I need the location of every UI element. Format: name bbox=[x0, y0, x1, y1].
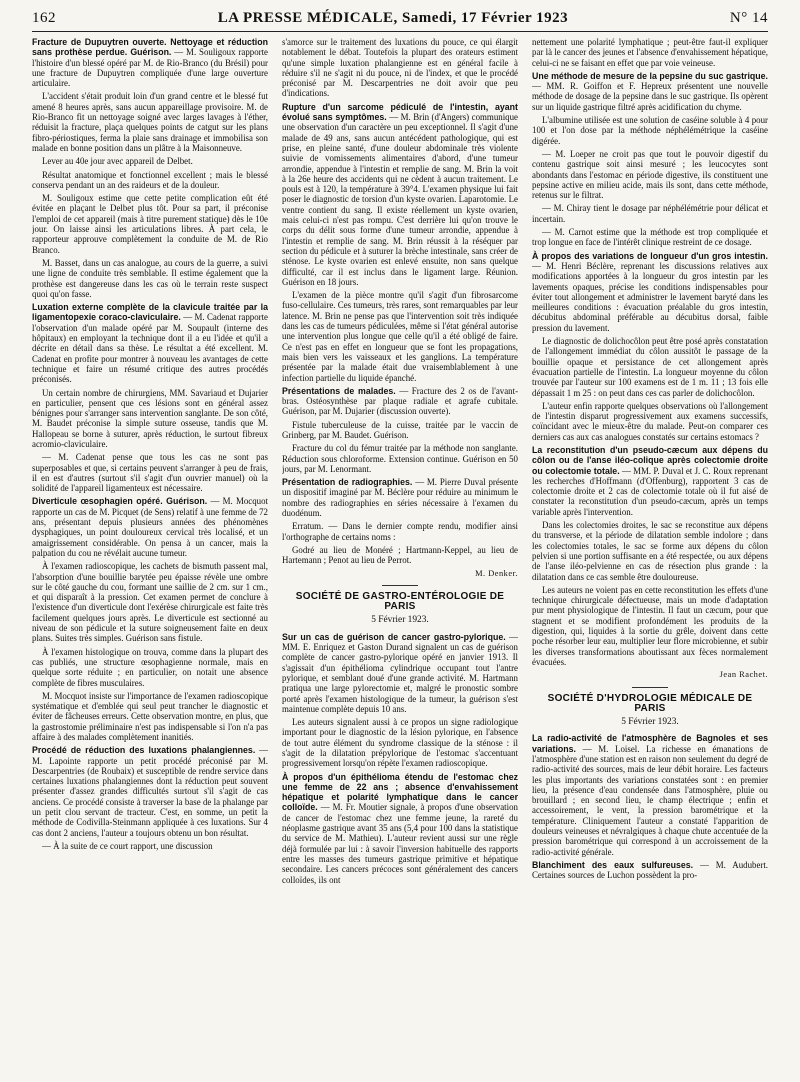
article-luxations bbox=[32, 745, 268, 838]
signature: M. Denker. bbox=[475, 568, 518, 578]
paragraph: nettement une polarité lymphatique ; peut-être faut-il expliquer par là le cancer des jeunes et l'absence d'envahissement hépatique, celui-ci ne se faisant en effet que par voie veineuse. bbox=[532, 37, 768, 68]
paragraph: — M. Cadenat pense que tous les cas ne sont pas superposables et que, si certains peuvent s'arranger à peu de frais, il en est d'autres (surtout s'il s'agit d'un ouvrier manuel) où la solidité de l'appareil ligamenteux est nécessaire. bbox=[32, 452, 268, 494]
article-title: Blanchiment des eaux sulfureuses. bbox=[532, 859, 694, 870]
article-title: Diverticule œsophagien opéré. Guérison. bbox=[32, 496, 208, 507]
paragraph: À l'examen histologique on trouva, comme dans la plupart des cas publiés, une structure œsophagienne normale, mais en quelque sorte réduite ; en particulier, on notait une absence complète de fibres musculaires. bbox=[32, 646, 268, 688]
article-text: — MM. E. Enriquez et Gaston Durand signalent un cas de guérison complète de cancer gastro-pylorique opéré en janvier 1913. Il s'agissait d'un épithélioma cylindrique occupant tout l'antre pylorique, et semblant doué d'une grande activité. M. Hartmann pratiqua une large pylorectomie et, malgré le pronostic sombre porté après l'examen histologique de la tumeur, la guérison s'est maintenue complète depuis 10 ans. bbox=[282, 631, 518, 714]
article-title: La radio-activité de l'atmosphère de Bagnoles et ses variations. bbox=[532, 733, 768, 754]
article-text: — M. Souligoux rapporte l'histoire d'un blessé opéré par M. de Rio-Branco (du Brésil) pour une fracture de Dupuytren compliquée d'une large ouverture articulaire. bbox=[32, 47, 268, 89]
article-text: — M. Audubert. Certaines sources de Luchon possèdent la pro- bbox=[532, 859, 768, 881]
article-title: Procédé de réduction des luxations phalangiennes. bbox=[32, 745, 256, 756]
paragraph: M. Mocquot insiste sur l'importance de l'examen radioscopique systématique et d'emblée qui seul peut trancher le diagnostic et éviter de fâcheuses erreurs. Cette observation montre, en plus, que la gastrostomie préliminaire n'est pas indispensable si l'on n'a pas affaire à des malades complètement inanitiés. bbox=[32, 690, 268, 742]
paragraph: Le diagnostic de dolichocôlon peut être posé après constatation de l'allongement immédiat du côlon aussitôt le passage de la bouillie opaque et persistance de cet allongement après évacuation partielle de l'intestin. La longueur moyenne du côlon trouvée par l'auteur sur 100 examens est de 1 m. 11 ; 13 fois elle dépassait 1 m 25 : on peut dans ces cas parler de dolichocôlon. bbox=[532, 336, 768, 398]
paragraph: Fistule tuberculeuse de la cuisse, traitée par le vaccin de Grinberg, par M. Baudet. Guérison. bbox=[282, 419, 518, 440]
paragraph: L'examen de la pièce montre qu'il s'agit d'un fibrosarcome fuso-cellulaire. Ces tumeurs, très rares, sont remarquables par leur latence. M. Brin ne pense pas que l'intervention soit très indiquée dans les cas de tumeurs pédiculées, même si l'état général autorise une intervention plus longue que celle qu'il a été obligé de faire. Ce n'est pas en effet en longueur que se font les propagations, mais bien vers les vaisseaux et les ganglions. La température présentée par la malade était due vraisemblablement à une infection partielle du liquide épanché. bbox=[282, 290, 518, 383]
article-text: — M. Fr. Moutier signale, à propos d'une observation de cancer de l'estomac chez une femme jeune, la rareté du néoplasme gastrique avant 35 ans (5,4 pour 100 dans la statistique du service de M. Mathieu). L'auteur revient aussi sur une règle déjà formulée par lui : à savoir l'inversion habituelle des rapports entre les masses des tumeurs gastrique primitive et hépatique secondaire. Les cancers précoces sont généralement des cancers colloïdes, ils ont bbox=[282, 802, 518, 885]
article-pepsine bbox=[532, 71, 768, 112]
signature: Jean Rachet. bbox=[719, 670, 768, 680]
paragraph: Lever au 40e jour avec appareil de Delbet. bbox=[42, 156, 193, 167]
column-2 bbox=[282, 37, 518, 1077]
article-dupuytren bbox=[32, 37, 268, 88]
paragraph: — À la suite de ce court rapport, une discussion bbox=[42, 840, 213, 851]
column-1 bbox=[32, 37, 268, 1077]
article-eaux-sulfureuses bbox=[532, 860, 768, 881]
paragraph: À l'examen radioscopique, les cachets de bismuth passent mal, l'absorption d'une bouillie barytée peu épaisse révèle une ombre sur le côté gauche du cou, formant une saillie de 2 cm. sur 1 cm., et qui disparaît à la pression. Cet examen permet de conclure à l'existence d'un diverticule dont l'exérèse chirurgicale est faite très facilement quelques jours après. Le diverticule est sectionné au niveau de son pédicule et la suture soigneusement faite en deux plans. Suites très simples. Guérison sans fistule. bbox=[32, 561, 268, 644]
article-title: Luxation externe complète de la clavicule traitée par la ligamentopexie coraco-claviculaire. bbox=[32, 302, 268, 323]
session-date: 5 Février 1923. bbox=[371, 615, 429, 626]
columns bbox=[32, 37, 768, 1077]
paragraph: L'accident s'était produit loin d'un grand centre et le blessé fut amené 8 heures après, sans aucun appareillage provisoire. M. de Rio-Branco fit un nettoyage soigné avec larges lavages à l'éther, réduisit la fracture, plaça quelques points de catgut sur les plans fibro-périostiques, ferma la plaie sans drainage et immobilisa son malade en bonne position dans un plâtre à la Maisonneuve. bbox=[32, 91, 268, 153]
paragraph: Fracture du col du fémur traitée par la méthode non sanglante. Réduction sous chloroforme. Extension continue. Guérison en 50 jours, par M. Lenormant. bbox=[282, 443, 518, 474]
society-heading: SOCIÉTÉ D'HYDROLOGIE MÉDICALE DE PARIS bbox=[547, 692, 753, 714]
article-pseudo-caecum bbox=[532, 445, 768, 517]
article-text: — M. Mocquot rapporte un cas de M. Picquet (de Sens) relatif à une femme de 72 ans, présentant depuis plusieurs années des phénomènes dysphagiques, un point douloureux cervical très localisé, et un amaigrissement considérable. On pensa à un cancer, mais la palpation du cou ne révélait aucune tumeur. bbox=[32, 496, 268, 558]
article-text: — M. Lapointe rapporte un petit procédé préconisé par M. Descarpentries (de Roubaix) et susceptible de rendre service dans certaines luxations phalangiennes dont la réduction peut souvent présenter d'assez grandes difficultés surtout s'il s'agit de cas anciens. Ce procédé consiste à traverser la base de la phalange par un petit clou servant de tracteur. C'est, en somme, un petit la méthode de Codivilla-Steinmann appliquée à ces luxations. Sur 4 cas dont 2 anciens, l'auteur a toujours obtenu un bon résultat. bbox=[32, 745, 268, 838]
article-title: Sur un cas de guérison de cancer gastro-pylorique. bbox=[282, 631, 506, 642]
society-heading: SOCIÉTÉ DE GASTRO-ENTÉROLOGIE DE PARIS bbox=[295, 590, 505, 613]
article-title: À propos des variations de longueur d'un gros intestin. bbox=[532, 250, 768, 261]
page-header bbox=[32, 10, 768, 31]
article-diverticule bbox=[32, 496, 268, 558]
article-epithelioma bbox=[282, 772, 518, 885]
paragraph: Un certain nombre de chirurgiens, MM. Savariaud et Dujarier en particulier, pensent que ces lésions sont en général assez bénignes pour s'arranger sans intervention sanglante. De son côté, M. Baudet préconise la simple suture osseuse, tandis que M. Hallopeau se borne à suturer, après réduction, le surtout fibreux acromio-claviculaire. bbox=[32, 387, 268, 449]
article-text: — M. Henri Béclère, reprenant les discussions relatives aux modifications apportées à la longueur du gros intestin par les lavements opaques, précise les conditions indispensables pour éviter tout allongement et administrer le lavement baryté dans les meilleures conditions : évacuation préalable du gros intestin, décubitus abdominal préférable au décubitus dorsal, faible pression du lavement. bbox=[532, 260, 768, 333]
header-rule bbox=[32, 31, 768, 32]
article-clavicule bbox=[32, 302, 268, 384]
article-text: — MM. P. Duval et J. C. Roux reprenant les recherches d'Hoffmann (d'Offenburg), rapportent 3 cas de colectomie droite et 2 cas de colectomie totale où il fut aisé de constater la reconstitution d'un pseudo-cæcum, après un temps variable après l'intervention. bbox=[532, 465, 768, 517]
paragraph: s'amorce sur le traitement des luxations du pouce, ce qui élargit notablement le débat. Toutefois la plupart des orateurs estiment qu'une simple luxation phalangienne est en général facile à réduire s'il ne s'agit ni du pouce, ni de l'index, et que le procédé préconisé par M. Descarpentries ne doit avoir que peu d'indications. bbox=[282, 37, 518, 99]
article-text: — M. Brin (d'Angers) communique une observation d'un caractère un peu exceptionnel. Il s'agit d'une malade de 49 ans, sans aucun antécédent pathologique, qui est prise, en pleine santé, d'une douleur abdominale très violente suivie de vomissements alimentaires d'abord, d'une tumeur arrondie, appendue à l'intestin et remplie de sang. M. Brin la voit à la 26e heure des accidents qui ne cèdent à aucun traitement. Le pouls est à 120, la température à 39°4. L'examen physique lui fait poser le diagnostic de torsion d'un kyste ovarien. Laparotomie. Le ventre contient du sang. Il existe réellement un kyste ovarien, mais celui-ci n'est pas rompu. C'est derrière lui qu'on trouve le corps du délit sous forme d'une tumeur arrondie, appendue à l'intestin et remplie de sang. M. Brin réussit à la réséquer par section du pédicule et à suturer la brèche intestinale, sans créer de sténose. Le kyste ovarien est enlevé ensuite, non sans quelque difficulté, car il est inclus dans le ligament large. Réunion. Guérison en 18 jours. bbox=[282, 112, 518, 287]
article-title: À propos d'un épithélioma étendu de l'estomac chez une femme de 22 ans ; absence d'envahissement hépatique et polarité lymphatique dans le cancer colloïde. bbox=[282, 771, 518, 813]
divider bbox=[382, 585, 418, 586]
article-radiographies bbox=[282, 477, 518, 518]
paragraph: Godré au lieu de Monéré ; Hartmann-Keppel, au lieu de Hartemann ; Penot au lieu de Perrot. bbox=[282, 544, 518, 566]
column-3 bbox=[532, 37, 768, 1077]
article-title: Rupture d'un sarcome pédiculé de l'intestin, ayant évolué sans symptômes. bbox=[282, 101, 518, 123]
article-title: Présentation de radiographies. bbox=[282, 477, 413, 488]
divider bbox=[632, 687, 668, 688]
paragraph: M. Souligoux estime que cette petite complication eût été évitée en plaçant le Delbet plus tôt. Pour sa part, il préconise l'emploi de cet appareil (mais à titre purement statique) dès le 10e jour. On laisse ainsi les articulations libres. À part cela, le rapporteur approuve complètement la conduite de M. de Rio Branco. bbox=[32, 193, 268, 255]
paragraph: — M. Loeper ne croit pas que tout le pouvoir digestif du contenu gastrique soit ainsi mesuré ; les leucocytes sont abondants dans l'estomac en période digestive, ils constituent une pepsine active en milieu acide, mais ils sont, dans cette méthode, retenus sur le filtrat. bbox=[532, 148, 768, 201]
article-bagnoles bbox=[532, 733, 768, 857]
article-title: La reconstitution d'un pseudo-cæcum aux dépens du côlon ou de l'anse iléo-colique après colectomie droite ou colectomie totale. bbox=[532, 444, 768, 476]
paragraph: Les auteurs signalent aussi à ce propos un signe radiologique important pour le diagnostic de la lésion pylorique, en l'absence de tout autre élément du syndrome classique de la sténose : il s'agit de la dilatation prépylorique de l'estomac s'accentuant progressivement lorsqu'on répète l'examen radioscopique. bbox=[282, 717, 518, 769]
article-title: Une méthode de mesure de la pepsine du suc gastrique. bbox=[532, 70, 768, 81]
article-text: — M. Pierre Duval présente un dispositif imaginé par M. Béclère pour réduire au minimum le nombre des radiographies en séries nécessaire à l'examen du duodénum. bbox=[282, 477, 518, 519]
page-number: 162 bbox=[32, 10, 56, 26]
paragraph: L'auteur enfin rapporte quelques observations où l'allongement de l'intestin disparut progressivement aux examens successifs, coïncidant avec le mieux-être du malade. Peut-on comparer ces derniers cas aux cas analogues constatés sur certains estomacs ? bbox=[532, 400, 768, 442]
article-gros-intestin bbox=[532, 251, 768, 333]
paragraph: Les auteurs ne voient pas en cette reconstitution les effets d'une technique chirurgicale défectueuse, mais un mode d'adaptation pur ment physiologique de l'intestin. Il faut un cæcum, pour que stagnent et se modifient profondément les produits de la digestion, qui, liquides à la sortie du grêle, doivent dans cette poche résorber leur eau, multiplier leur flore microbienne, et subir les diverses transformations aboutissant aux fèces normalement évacuées. bbox=[532, 584, 768, 667]
article-title: Fracture de Dupuytren ouverte. Nettoyage et réduction sans prothèse perdue. Guérison. bbox=[32, 37, 268, 58]
journal-title: LA PRESSE MÉDICALE, Samedi, 17 Février 1923 bbox=[217, 10, 569, 26]
paragraph: M. Basset, dans un cas analogue, au cours de la guerre, a suivi une ligne de conduite très semblable. Il estime également que la prothèse est dangereuse dans les cas où le terrain reste suspect quoi qu'on fasse. bbox=[32, 257, 268, 299]
article-text: — M. Cadenat rapporte l'observation d'un malade opéré par M. Soupault (interne des hôpitaux) en employant la technique dont il a eu l'idée et qu'il a décrite en détail dans sa thèse. Le résultat a été excellent. M. Cadenat en profite pour montrer à nouveau les avantages de cette technique et faire un résumé critique des autres procédés préconisés. bbox=[32, 312, 268, 385]
article-text: — M. Loisel. La richesse en émanations de l'atmosphère d'une station est en raison non seulement du degré de radio-activité des sources, mais de leur débit horaire. Les facteurs les plus importants des variations constatées sont : en premier lieu, la présence d'eau condensée dans l'atmosphère, pluie ou brouillard ; en second lieu, le champ électrique ; enfin et accessoirement, le vent, la pression barométrique et la température. Cliniquement l'auteur a constaté l'apparition de douleurs veineuses et névralgiques à chaque chute accentuée de la pression barométrique qui correspond à un accroissement de la radio-activité générale. bbox=[532, 743, 768, 857]
paragraph: — M. Chiray tient le dosage par néphélémétrie pour délicat et incertain. bbox=[532, 203, 768, 224]
paragraph: — M. Carnot estime que la méthode est trop compliquée et trop longue en face de l'intérêt clinique restreint de ce dosage. bbox=[532, 227, 768, 248]
article-title: Présentations de malades. bbox=[282, 385, 396, 396]
paragraph: Dans les colectomies droites, le sac se reconstitue aux dépens du transverse, et la période de dilatation semble indolore ; dans les colectomies totales, le sac se forme aux dépens du côlon pelvien si une portion suffisante en a été respectée, ou aux dépens de l'anse iléo-pelvienne en cas de résection plus grande : la dilatation dans ce cas semble être douloureuse. bbox=[532, 520, 768, 582]
article-text: — Fracture des 2 os de l'avant-bras. Ostéosynthèse par plaque radiale et agrafe cubitale. Guérison, par M. Dujarier (discussion ouverte). bbox=[282, 385, 518, 417]
article-cancer-gastro bbox=[282, 632, 518, 714]
article-presentations bbox=[282, 386, 518, 417]
erratum: Erratum. — Dans le dernier compte rendu, modifier ainsi l'orthographe de certains noms : bbox=[282, 521, 518, 542]
issue-number: N° 14 bbox=[729, 10, 768, 26]
article-text: — MM. R. Goiffon et F. Hepreux présentent une nouvelle méthode de dosage de la pepsine dans le suc gastrique. Ils opèrent sur un liquide gastrique filtré après acidification du chyme. bbox=[532, 81, 768, 112]
article-sarcome bbox=[282, 102, 518, 287]
paragraph: L'albumine utilisée est une solution de caséine soluble à 4 pour 100 et l'on dose par la méthode néphélémétrique la caséine digérée. bbox=[532, 115, 768, 146]
session-date: 5 Février 1923. bbox=[621, 717, 679, 728]
paragraph: Résultat anatomique et fonctionnel excellent ; mais le blessé conserva pendant un an des raideurs et de la douleur. bbox=[32, 169, 268, 190]
